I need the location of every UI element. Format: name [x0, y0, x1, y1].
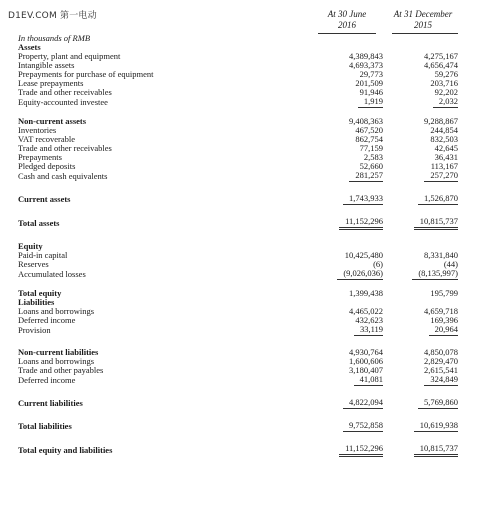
value-2016: [308, 34, 383, 43]
table-row: [18, 289, 458, 298]
column-header-2016: At 30 June 2016: [327, 9, 367, 30]
amount: 4,389,843: [349, 51, 383, 61]
row-label: Pledged deposits: [18, 161, 76, 171]
table-row: [18, 126, 458, 135]
amount: 9,752,858: [343, 421, 383, 432]
spacer-row: [18, 230, 458, 242]
spacer-row: [18, 205, 458, 217]
amount: 36,431: [434, 152, 458, 162]
amount: 1,919: [358, 97, 383, 108]
table-row: [18, 153, 458, 162]
amount: 92,202: [434, 87, 458, 97]
row-label: Lease prepayments: [18, 78, 84, 88]
row-label: Provision: [18, 325, 51, 335]
amount: 4,656,474: [424, 60, 458, 70]
amount: 244,854: [430, 125, 458, 135]
row-label: Trade and other payables: [18, 365, 104, 375]
table-row: [18, 34, 458, 43]
value-2015: [383, 217, 458, 230]
table-row: [18, 366, 458, 375]
table-row: [18, 269, 458, 280]
row-label: Deferred income: [18, 315, 76, 325]
amount: 201,509: [355, 78, 383, 88]
amount: 9,408,363: [349, 116, 383, 126]
balance-sheet-table: [18, 34, 458, 457]
row-label: Paid-in capital: [18, 250, 68, 260]
spacer-row: [18, 409, 458, 421]
row-label: Intangible assets: [18, 60, 75, 70]
amount: 77,159: [359, 143, 383, 153]
value-2016: [308, 325, 383, 336]
table-row: [18, 194, 458, 205]
row-label: Non-current liabilities: [18, 347, 99, 357]
value-2015: [383, 194, 458, 205]
row-label: Equity: [18, 241, 43, 251]
amount: (44): [443, 259, 458, 269]
amount: (9,026,036): [337, 269, 383, 280]
value-2016: [308, 97, 383, 108]
table-row: [18, 398, 458, 409]
row-label: In thousands of RMB: [18, 33, 91, 43]
row-label: Trade and other receivables: [18, 143, 112, 153]
amount: 4,850,078: [424, 347, 458, 357]
value-2015: [383, 325, 458, 336]
row-label: Total equity and liabilities: [18, 445, 113, 455]
row-label: Total equity: [18, 288, 62, 298]
amount: 4,930,764: [349, 347, 383, 357]
amount: 432,623: [355, 315, 383, 325]
value-2015: [383, 269, 458, 280]
row-label: Deferred income: [18, 375, 76, 385]
table-row: [18, 117, 458, 126]
spacer-row: [18, 182, 458, 194]
row-label: Prepayments: [18, 152, 62, 162]
value-2015: [383, 289, 458, 298]
amount: 467,520: [355, 125, 383, 135]
amount: 52,660: [359, 161, 383, 171]
row-label: Loans and borrowings: [18, 356, 95, 366]
amount: 4,465,022: [349, 306, 383, 316]
spacer-row: [18, 386, 458, 398]
table-row: [18, 444, 458, 457]
value-2016: [308, 398, 383, 409]
table-row: [18, 70, 458, 79]
amount: (6): [373, 259, 383, 269]
table-row: [18, 421, 458, 432]
amount: 10,815,737: [414, 444, 458, 457]
value-2015: [383, 444, 458, 457]
amount: 2,829,470: [424, 356, 458, 366]
table-row: [18, 97, 458, 108]
spacer-row: [18, 280, 458, 289]
row-label: Loans and borrowings: [18, 306, 95, 316]
value-2015: [383, 375, 458, 386]
amount: 4,693,373: [349, 60, 383, 70]
table-row: [18, 325, 458, 336]
value-2016: [308, 251, 383, 260]
table-row: [18, 251, 458, 260]
row-label: VAT recoverable: [18, 134, 76, 144]
value-2016: [308, 421, 383, 432]
table-row: [18, 88, 458, 97]
value-2016: [308, 444, 383, 457]
amount: (8,135,997): [412, 269, 458, 280]
amount: 1,743,933: [343, 194, 383, 205]
row-label: Cash and cash equivalents: [18, 171, 108, 181]
amount: 41,081: [354, 375, 383, 386]
value-2016: [308, 269, 383, 280]
value-2015: [383, 421, 458, 432]
amount: 324,849: [424, 375, 458, 386]
amount: 2,583: [363, 152, 383, 162]
value-2016: [308, 217, 383, 230]
table-row: [18, 162, 458, 171]
table-row: [18, 144, 458, 153]
amount: 2,032: [433, 97, 458, 108]
value-2016: [308, 289, 383, 298]
value-2016: [308, 375, 383, 386]
table-row: [18, 217, 458, 230]
amount: 203,716: [430, 78, 458, 88]
amount: 4,275,167: [424, 51, 458, 61]
amount: 169,396: [430, 315, 458, 325]
row-label: Non-current assets: [18, 116, 87, 126]
amount: 1,399,438: [349, 288, 383, 298]
amount: 195,799: [430, 288, 458, 298]
row-label: Property, plant and equipment: [18, 51, 121, 61]
row-label: Prepayments for purchase of equipment: [18, 69, 154, 79]
table-row: [18, 307, 458, 316]
column-header-2015: At 31 December 2015: [393, 9, 453, 30]
amount: 281,257: [349, 171, 383, 182]
amount: 10,815,737: [414, 217, 458, 230]
row-label: Equity-accounted investee: [18, 97, 108, 107]
table-row: [18, 52, 458, 61]
row-label: Trade and other receivables: [18, 87, 112, 97]
value-2015: [383, 97, 458, 108]
amount: 4,822,094: [343, 398, 383, 409]
value-2015: [383, 34, 458, 43]
row-label: Inventories: [18, 125, 57, 135]
amount: 29,773: [359, 69, 383, 79]
amount: 862,754: [355, 134, 383, 144]
amount: 10,425,480: [344, 250, 383, 260]
amount: 8,331,840: [424, 250, 458, 260]
amount: 33,119: [354, 325, 383, 336]
watermark: D1EV.COM 第一电动: [8, 11, 97, 21]
row-label: Total liabilities: [18, 421, 72, 431]
row-label: Accumulated losses: [18, 269, 86, 279]
row-label: Total assets: [18, 218, 60, 228]
table-row: [18, 260, 458, 269]
amount: 113,167: [430, 161, 458, 171]
row-label: Liabilities: [18, 297, 55, 307]
amount: 11,152,296: [339, 444, 383, 457]
row-label: Current assets: [18, 194, 71, 204]
amount: 9,288,867: [424, 116, 458, 126]
table-row: [18, 316, 458, 325]
amount: 4,659,718: [424, 306, 458, 316]
table-row: [18, 242, 458, 251]
amount: 1,600,606: [349, 356, 383, 366]
row-label: Assets: [18, 42, 41, 52]
value-2015: [383, 398, 458, 409]
amount: 42,645: [434, 143, 458, 153]
amount: 2,615,541: [424, 365, 458, 375]
value-2016: [308, 194, 383, 205]
spacer-row: [18, 432, 458, 444]
amount: 20,964: [429, 325, 458, 336]
amount: 11,152,296: [339, 217, 383, 230]
value-2016: [308, 171, 383, 182]
amount: 5,769,860: [418, 398, 458, 409]
amount: 59,276: [434, 69, 458, 79]
table-row: [18, 171, 458, 182]
row-label: Current liabilities: [18, 398, 83, 408]
amount: 832,503: [430, 134, 458, 144]
balance-sheet-rows: [18, 34, 458, 457]
amount: 3,180,407: [349, 365, 383, 375]
amount: 10,619,938: [414, 421, 458, 432]
amount: 91,946: [359, 87, 383, 97]
table-row: [18, 375, 458, 386]
value-2015: [383, 171, 458, 182]
amount: 257,270: [424, 171, 458, 182]
amount: 1,526,870: [418, 194, 458, 205]
row-label: Reserves: [18, 259, 49, 269]
